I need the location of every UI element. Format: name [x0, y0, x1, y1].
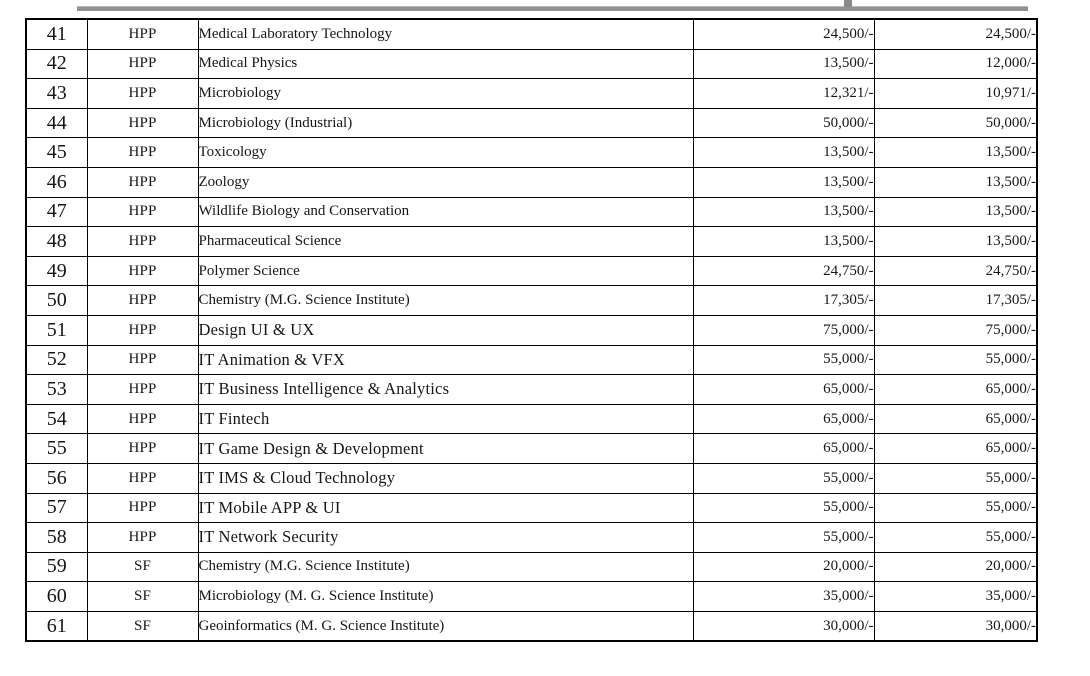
fee-column1-cell: 24,500/-: [693, 19, 874, 49]
fee-column2-cell: 30,000/-: [874, 611, 1037, 641]
course-name-cell: IT Mobile APP & UI: [198, 493, 693, 523]
fee-column2-cell: 50,000/-: [874, 108, 1037, 138]
fee-column2-cell: 55,000/-: [874, 463, 1037, 493]
sr-no-cell: 47: [26, 197, 87, 227]
course-name-cell: Wildlife Biology and Conservation: [198, 197, 693, 227]
course-name-cell: Chemistry (M.G. Science Institute): [198, 552, 693, 582]
sr-no-cell: 46: [26, 167, 87, 197]
fee-column1-cell: 24,750/-: [693, 256, 874, 286]
fee-column2-cell: 24,750/-: [874, 256, 1037, 286]
sr-no-cell: 53: [26, 375, 87, 405]
course-name-cell: IT IMS & Cloud Technology: [198, 463, 693, 493]
category-cell: HPP: [87, 79, 198, 109]
page-divider-tick: [844, 0, 852, 7]
course-name-cell: Zoology: [198, 167, 693, 197]
category-cell: HPP: [87, 49, 198, 79]
table-row: [26, 345, 1037, 375]
table-row: [26, 552, 1037, 582]
table-row: [26, 404, 1037, 434]
category-cell: HPP: [87, 404, 198, 434]
fee-column1-cell: 50,000/-: [693, 108, 874, 138]
category-cell: SF: [87, 552, 198, 582]
course-name-cell: Microbiology: [198, 79, 693, 109]
course-name-cell: IT Game Design & Development: [198, 434, 693, 464]
fee-column2-cell: 75,000/-: [874, 315, 1037, 345]
sr-no-cell: 54: [26, 404, 87, 434]
course-fee-table: [25, 18, 1038, 642]
course-name-cell: Toxicology: [198, 138, 693, 168]
fee-column1-cell: 55,000/-: [693, 345, 874, 375]
sr-no-cell: 58: [26, 523, 87, 553]
sr-no-cell: 50: [26, 286, 87, 316]
fee-column2-cell: 13,500/-: [874, 167, 1037, 197]
fee-column1-cell: 55,000/-: [693, 493, 874, 523]
table-row: [26, 167, 1037, 197]
fee-column2-cell: 35,000/-: [874, 582, 1037, 612]
fee-column2-cell: 13,500/-: [874, 227, 1037, 257]
category-cell: HPP: [87, 167, 198, 197]
category-cell: HPP: [87, 108, 198, 138]
table-row: [26, 197, 1037, 227]
fee-column2-cell: 17,305/-: [874, 286, 1037, 316]
table-row: [26, 523, 1037, 553]
course-name-cell: Microbiology (M. G. Science Institute): [198, 582, 693, 612]
fee-column2-cell: 65,000/-: [874, 434, 1037, 464]
fee-column1-cell: 20,000/-: [693, 552, 874, 582]
table-row: [26, 227, 1037, 257]
sr-no-cell: 41: [26, 19, 87, 49]
category-cell: HPP: [87, 523, 198, 553]
table-row: [26, 375, 1037, 405]
category-cell: HPP: [87, 286, 198, 316]
fee-column1-cell: 13,500/-: [693, 167, 874, 197]
fee-column2-cell: 55,000/-: [874, 523, 1037, 553]
sr-no-cell: 52: [26, 345, 87, 375]
sr-no-cell: 57: [26, 493, 87, 523]
table-row: [26, 19, 1037, 49]
table-row: [26, 315, 1037, 345]
fee-column2-cell: 65,000/-: [874, 404, 1037, 434]
course-name-cell: Pharmaceutical Science: [198, 227, 693, 257]
sr-no-cell: 42: [26, 49, 87, 79]
sr-no-cell: 45: [26, 138, 87, 168]
table-row: [26, 79, 1037, 109]
sr-no-cell: 43: [26, 79, 87, 109]
table-row: [26, 108, 1037, 138]
fee-column1-cell: 65,000/-: [693, 434, 874, 464]
category-cell: HPP: [87, 434, 198, 464]
fee-column2-cell: 55,000/-: [874, 493, 1037, 523]
fee-column1-cell: 55,000/-: [693, 463, 874, 493]
sr-no-cell: 48: [26, 227, 87, 257]
sr-no-cell: 59: [26, 552, 87, 582]
course-name-cell: IT Fintech: [198, 404, 693, 434]
course-name-cell: Geoinformatics (M. G. Science Institute): [198, 611, 693, 641]
course-name-cell: Chemistry (M.G. Science Institute): [198, 286, 693, 316]
table-row: [26, 286, 1037, 316]
course-name-cell: Medical Laboratory Technology: [198, 19, 693, 49]
category-cell: HPP: [87, 227, 198, 257]
page-divider-bar: [77, 6, 1028, 11]
table-row: [26, 493, 1037, 523]
fee-column2-cell: 10,971/-: [874, 79, 1037, 109]
fee-column1-cell: 30,000/-: [693, 611, 874, 641]
course-name-cell: IT Network Security: [198, 523, 693, 553]
fee-column1-cell: 13,500/-: [693, 49, 874, 79]
sr-no-cell: 49: [26, 256, 87, 286]
fee-column1-cell: 75,000/-: [693, 315, 874, 345]
table-row: [26, 49, 1037, 79]
table-row: [26, 256, 1037, 286]
category-cell: SF: [87, 582, 198, 612]
category-cell: HPP: [87, 256, 198, 286]
sr-no-cell: 61: [26, 611, 87, 641]
course-name-cell: Microbiology (Industrial): [198, 108, 693, 138]
sr-no-cell: 44: [26, 108, 87, 138]
fee-column2-cell: 55,000/-: [874, 345, 1037, 375]
fee-column1-cell: 13,500/-: [693, 138, 874, 168]
table-row: [26, 463, 1037, 493]
category-cell: HPP: [87, 138, 198, 168]
fee-column2-cell: 24,500/-: [874, 19, 1037, 49]
fee-column2-cell: 12,000/-: [874, 49, 1037, 79]
category-cell: HPP: [87, 463, 198, 493]
category-cell: HPP: [87, 197, 198, 227]
category-cell: HPP: [87, 493, 198, 523]
category-cell: HPP: [87, 315, 198, 345]
table-row: [26, 582, 1037, 612]
fee-column1-cell: 65,000/-: [693, 404, 874, 434]
category-cell: HPP: [87, 375, 198, 405]
category-cell: HPP: [87, 19, 198, 49]
table-row: [26, 138, 1037, 168]
category-cell: HPP: [87, 345, 198, 375]
course-name-cell: IT Business Intelligence & Analytics: [198, 375, 693, 405]
sr-no-cell: 51: [26, 315, 87, 345]
fee-column1-cell: 13,500/-: [693, 197, 874, 227]
fee-column1-cell: 17,305/-: [693, 286, 874, 316]
fee-column2-cell: 20,000/-: [874, 552, 1037, 582]
fee-column2-cell: 13,500/-: [874, 197, 1037, 227]
course-name-cell: Design UI & UX: [198, 315, 693, 345]
sr-no-cell: 60: [26, 582, 87, 612]
course-name-cell: IT Animation & VFX: [198, 345, 693, 375]
course-name-cell: Medical Physics: [198, 49, 693, 79]
fee-column1-cell: 13,500/-: [693, 227, 874, 257]
fee-column1-cell: 65,000/-: [693, 375, 874, 405]
course-name-cell: Polymer Science: [198, 256, 693, 286]
fee-column1-cell: 35,000/-: [693, 582, 874, 612]
fee-column1-cell: 12,321/-: [693, 79, 874, 109]
sr-no-cell: 55: [26, 434, 87, 464]
category-cell: SF: [87, 611, 198, 641]
fee-column1-cell: 55,000/-: [693, 523, 874, 553]
sr-no-cell: 56: [26, 463, 87, 493]
table-row: [26, 434, 1037, 464]
table-row: [26, 611, 1037, 641]
fee-column2-cell: 13,500/-: [874, 138, 1037, 168]
fee-column2-cell: 65,000/-: [874, 375, 1037, 405]
